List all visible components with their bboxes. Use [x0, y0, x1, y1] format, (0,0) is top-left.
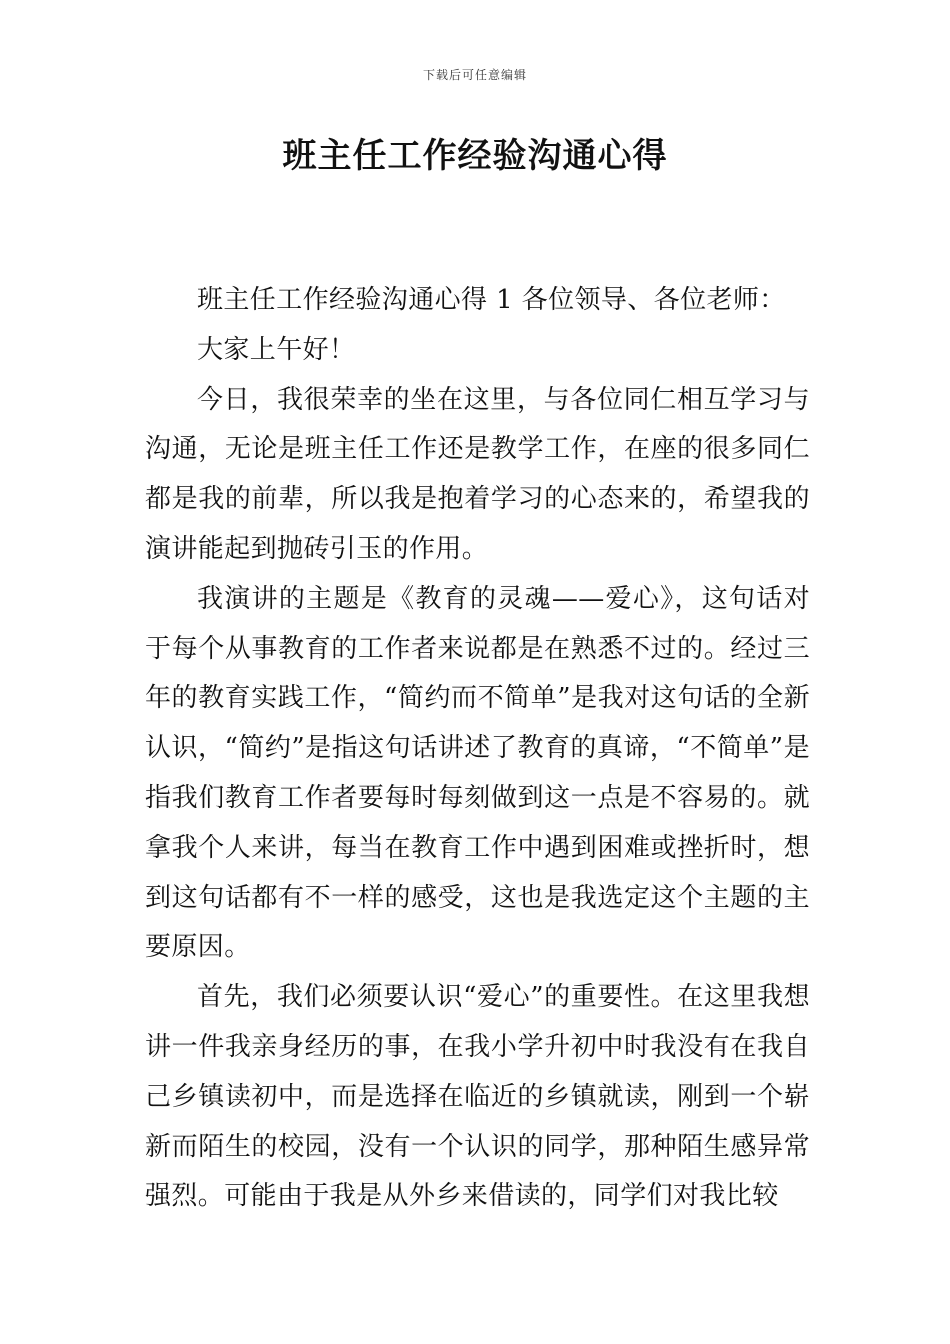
paragraph-intro: 今日，我很荣幸的坐在这里，与各位同仁相互学习与沟通，无论是班主任工作还是教学工作，在座的很多同仁都是我的前辈，所以我是抱着学习的心态来的，希望我的演讲能起到抛砖引玉的作用。 [145, 384, 810, 564]
paragraph-first-point: 首先，我们必须要认识“爱心”的重要性。在这里我想讲一件我亲身经历的事，在我小学升初中时我没有在我自己乡镇读初中，而是选择在临近的乡镇就读，刚到一个崭新而陌生的校园，没有一个认识的同学，那种陌生感异常强烈。可能由于我是从外乡来借读的，同学们对我比较 [145, 982, 810, 1212]
document-body [145, 276, 810, 1222]
paragraph-salutation: 大家上午好！ [197, 334, 356, 365]
page-title: 班主任工作经验沟通心得 [282, 136, 668, 176]
paragraph-greeting: 班主任工作经验沟通心得 1 各位领导、各位老师： [197, 285, 786, 315]
header-note: 下载后可任意编辑 [422, 68, 527, 82]
paragraph-theme: 我演讲的主题是《教育的灵魂——爱心》，这句话对于每个从事教育的工作者来说都是在熟悉不过的。经过三年的教育实践工作，“简约而不简单”是我对这句话的全新认识，“简约”是指这句话讲述了教育的真谛，“不简单”是指我们教育工作者要每时每刻做到这一点是不容易的。就拿我个人来讲，每当在教育工作中遇到困难或挫折时，想到这句话都有不一样的感受，这也是我选定这个主题的主要原因。 [145, 583, 810, 963]
